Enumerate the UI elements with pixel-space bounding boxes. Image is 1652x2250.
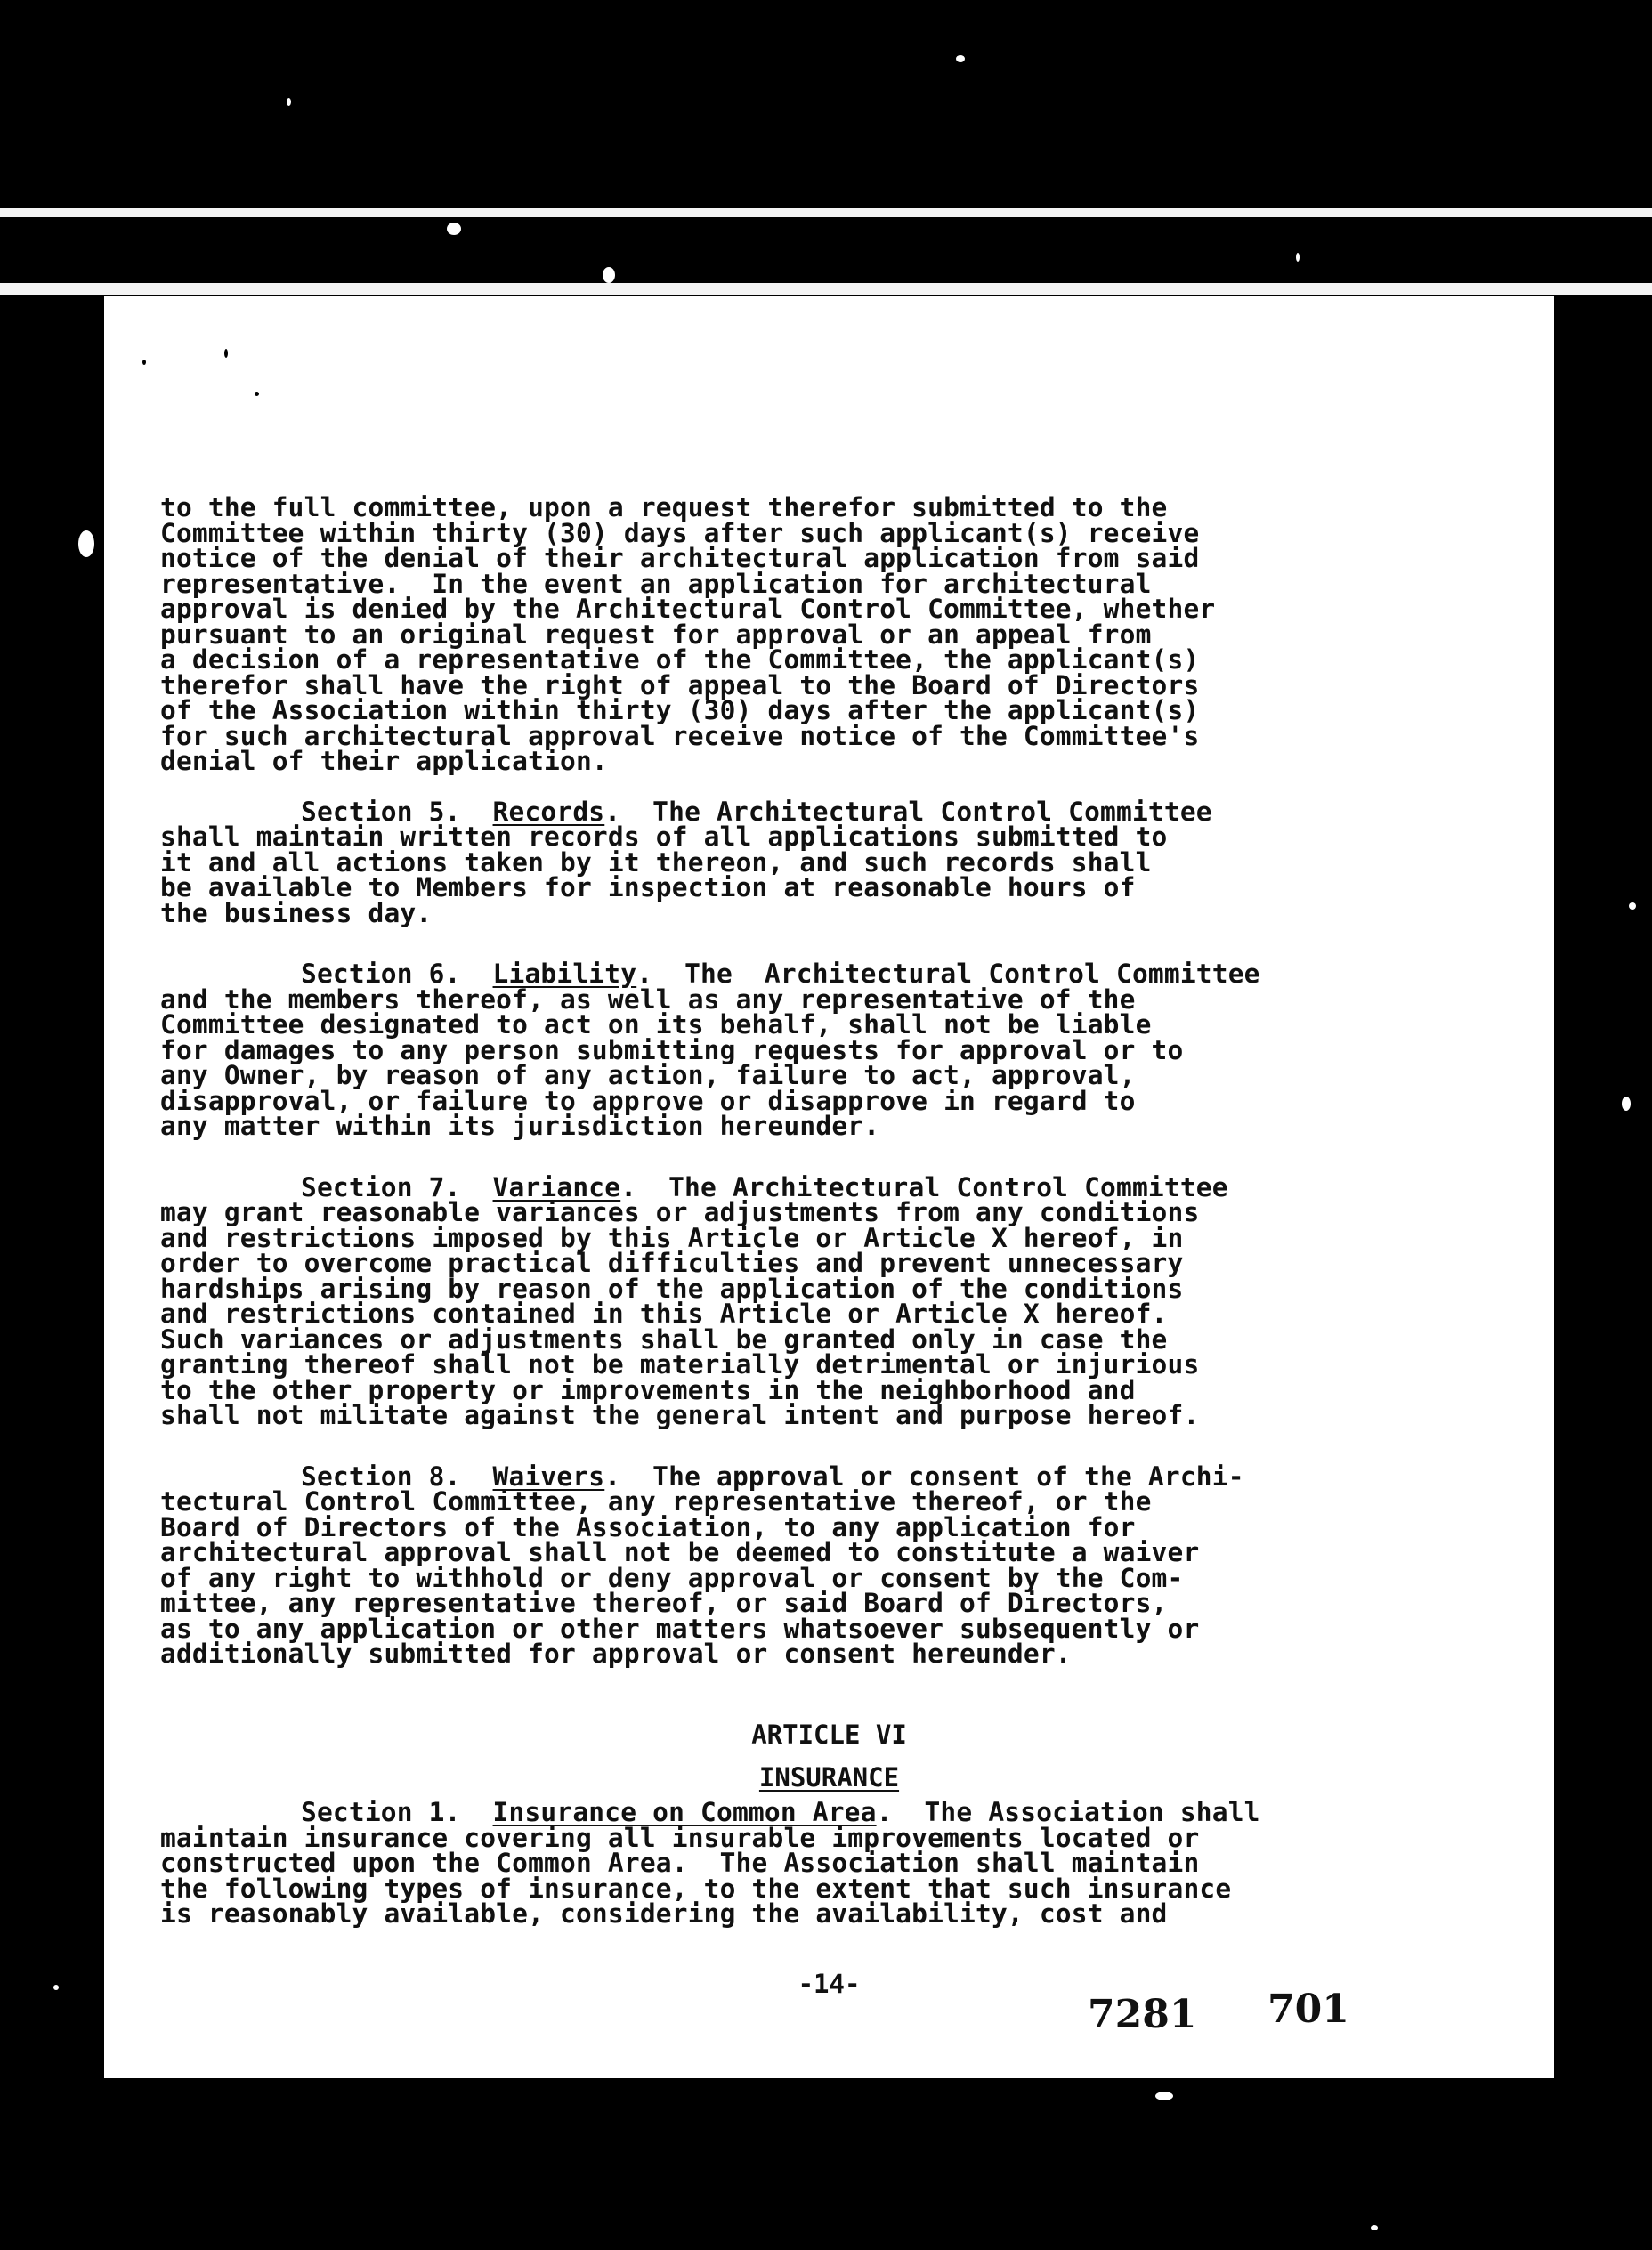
scan-border-line [0, 283, 1652, 295]
text-line: order to overcome practical difficulties and prevent unnecessary [160, 1248, 1184, 1278]
document-body [160, 492, 1460, 1669]
scan-speck [1629, 902, 1636, 910]
section-label: Section 1. [301, 1797, 461, 1827]
scan-speck [287, 98, 291, 106]
section-label: Section 5. [301, 796, 461, 827]
scan-speck [956, 55, 965, 62]
page-number: -14- [798, 1969, 861, 1999]
text-line: architectural approval shall not be deemed to constitute a waiver [160, 1537, 1200, 1567]
scan-speck [255, 392, 259, 396]
section-label: Section 8. [301, 1461, 461, 1492]
insurance-section [160, 1797, 1460, 1929]
text-line: may grant reasonable variances or adjustments from any conditions [160, 1197, 1200, 1227]
scan-speck [1558, 1909, 1561, 1920]
text-line: mittee, any representative thereof, or said Board of Directors, [160, 1588, 1168, 1618]
text-line: representative. In the event an application for architectural [160, 568, 1152, 599]
text-line: disapproval, or failure to approve or disapprove in regard to [160, 1085, 1136, 1116]
text-line: as to any application or other matters whatsoever subsequently or [160, 1613, 1200, 1644]
text-line: and restrictions imposed by this Article or Article X hereof, in [160, 1222, 1184, 1253]
text-line: therefor shall have the right of appeal to the Board of Directors [160, 669, 1200, 700]
article-heading: ARTICLE VI [751, 1720, 907, 1750]
text-line: of any right to withhold or deny approval or consent by the Com- [160, 1562, 1184, 1593]
text-line: Such variances or adjustments shall be granted only in case the [160, 1323, 1168, 1355]
text-line: additionally submitted for approval or consent hereunder. [160, 1639, 1072, 1669]
section-heading-line [160, 1461, 1460, 1492]
section-6 [160, 961, 1460, 1139]
section-title: Waivers [492, 1461, 605, 1492]
text-line: Committee within thirty (30) days after such applicant(s) receive [160, 517, 1200, 548]
section-8 [160, 1461, 1460, 1669]
recording-stamp-page: 701 [1267, 1987, 1349, 2032]
text-line: the business day. [160, 897, 433, 928]
section-heading-line [160, 961, 1460, 987]
scan-speck [224, 349, 228, 358]
text-line: hardships arising by reason of the application of the conditions [160, 1273, 1184, 1304]
section-title: Records [492, 796, 605, 827]
text-line: a decision of a representative of the Committee, the applicant(s) [160, 644, 1200, 675]
text-line: notice of the denial of their architectural application from said [160, 543, 1200, 573]
text-line: be available to Members for inspection at reasonable hours of [160, 872, 1136, 902]
section-title: Insurance on Common Area [492, 1797, 877, 1827]
text-line: maintain insurance covering all insurable improvements located or [160, 1822, 1200, 1853]
scan-speck [447, 223, 461, 235]
section-label: Section 6. [301, 959, 461, 989]
text-line: for such architectural approval receive notice of the Committee's [160, 720, 1200, 751]
section-heading-rest: . The Association shall [876, 1797, 1260, 1827]
section-heading-rest: . The approval or consent of the Archi- [604, 1461, 1244, 1492]
section-title: Variance [492, 1171, 621, 1202]
scan-speck [1155, 2092, 1173, 2100]
text-line: of the Association within thirty (30) days after the applicant(s) [160, 695, 1200, 725]
scan-speck [53, 1985, 59, 1990]
text-line: tectural Control Committee, any representative thereof, or the [160, 1486, 1152, 1517]
scan-speck [1371, 2225, 1378, 2230]
text-line: to the full committee, upon a request therefor submitted to the [160, 492, 1168, 522]
section-heading-line [160, 796, 1460, 827]
text-line: granting thereof shall not be materially detrimental or injurious [160, 1349, 1200, 1380]
section-heading-rest: . The Architectural Control Committee [636, 959, 1260, 989]
section-7 [160, 1171, 1460, 1430]
scan-speck [603, 267, 615, 283]
text-line: it and all actions taken by it thereon, and such records shall [160, 846, 1152, 878]
text-line: approval is denied by the Architectural Control Committee, whether [160, 594, 1216, 624]
text-line: Board of Directors of the Association, to any application for [160, 1511, 1136, 1542]
article-subheading-text: INSURANCE [758, 1762, 900, 1793]
section-heading-rest: . The Architectural Control Committee [620, 1171, 1228, 1202]
text-line: to the other property or improvements in the neighborhood and [160, 1374, 1136, 1405]
text-line: any Owner, by reason of any action, failure to act, approval, [160, 1060, 1136, 1090]
section-title: Liability [492, 959, 637, 989]
scan-border-line [0, 208, 1652, 217]
scan-speck [1296, 253, 1300, 262]
section-heading-line [160, 1797, 1460, 1827]
section-label: Section 7. [301, 1171, 461, 1202]
text-line: any matter within its jurisdiction hereunder. [160, 1111, 880, 1141]
section-heading-rest: . The Architectural Control Committee [604, 796, 1212, 827]
text-line: shall not militate against the general intent and purpose hereof. [160, 1400, 1200, 1430]
text-line: and restrictions contained in this Article or Article X hereof. [160, 1299, 1168, 1329]
text-line: denial of their application. [160, 746, 608, 776]
text-line: the following types of insurance, to the extent that such insurance [160, 1873, 1232, 1904]
scan-speck [1622, 1097, 1631, 1111]
section-5 [160, 796, 1460, 928]
text-line: for damages to any person submitting requests for approval or to [160, 1034, 1184, 1065]
text-line: Committee designated to act on its behalf, shall not be liable [160, 1009, 1152, 1040]
scan-speck [78, 530, 94, 557]
text-line: shall maintain written records of all applications submitted to [160, 821, 1168, 852]
text-line: pursuant to an original request for approval or an appeal from [160, 619, 1152, 650]
section-heading-line [160, 1171, 1460, 1202]
scan-speck [142, 360, 146, 365]
text-line: and the members thereof, as well as any representative of the [160, 983, 1136, 1015]
text-line: is reasonably available, considering the availability, cost and [160, 1898, 1168, 1929]
recording-stamp-book: 7281 [1088, 1992, 1197, 2037]
text-line: constructed upon the Common Area. The Association shall maintain [160, 1848, 1200, 1878]
opening-paragraph [160, 492, 1460, 776]
article-subheading [104, 1762, 1554, 1793]
